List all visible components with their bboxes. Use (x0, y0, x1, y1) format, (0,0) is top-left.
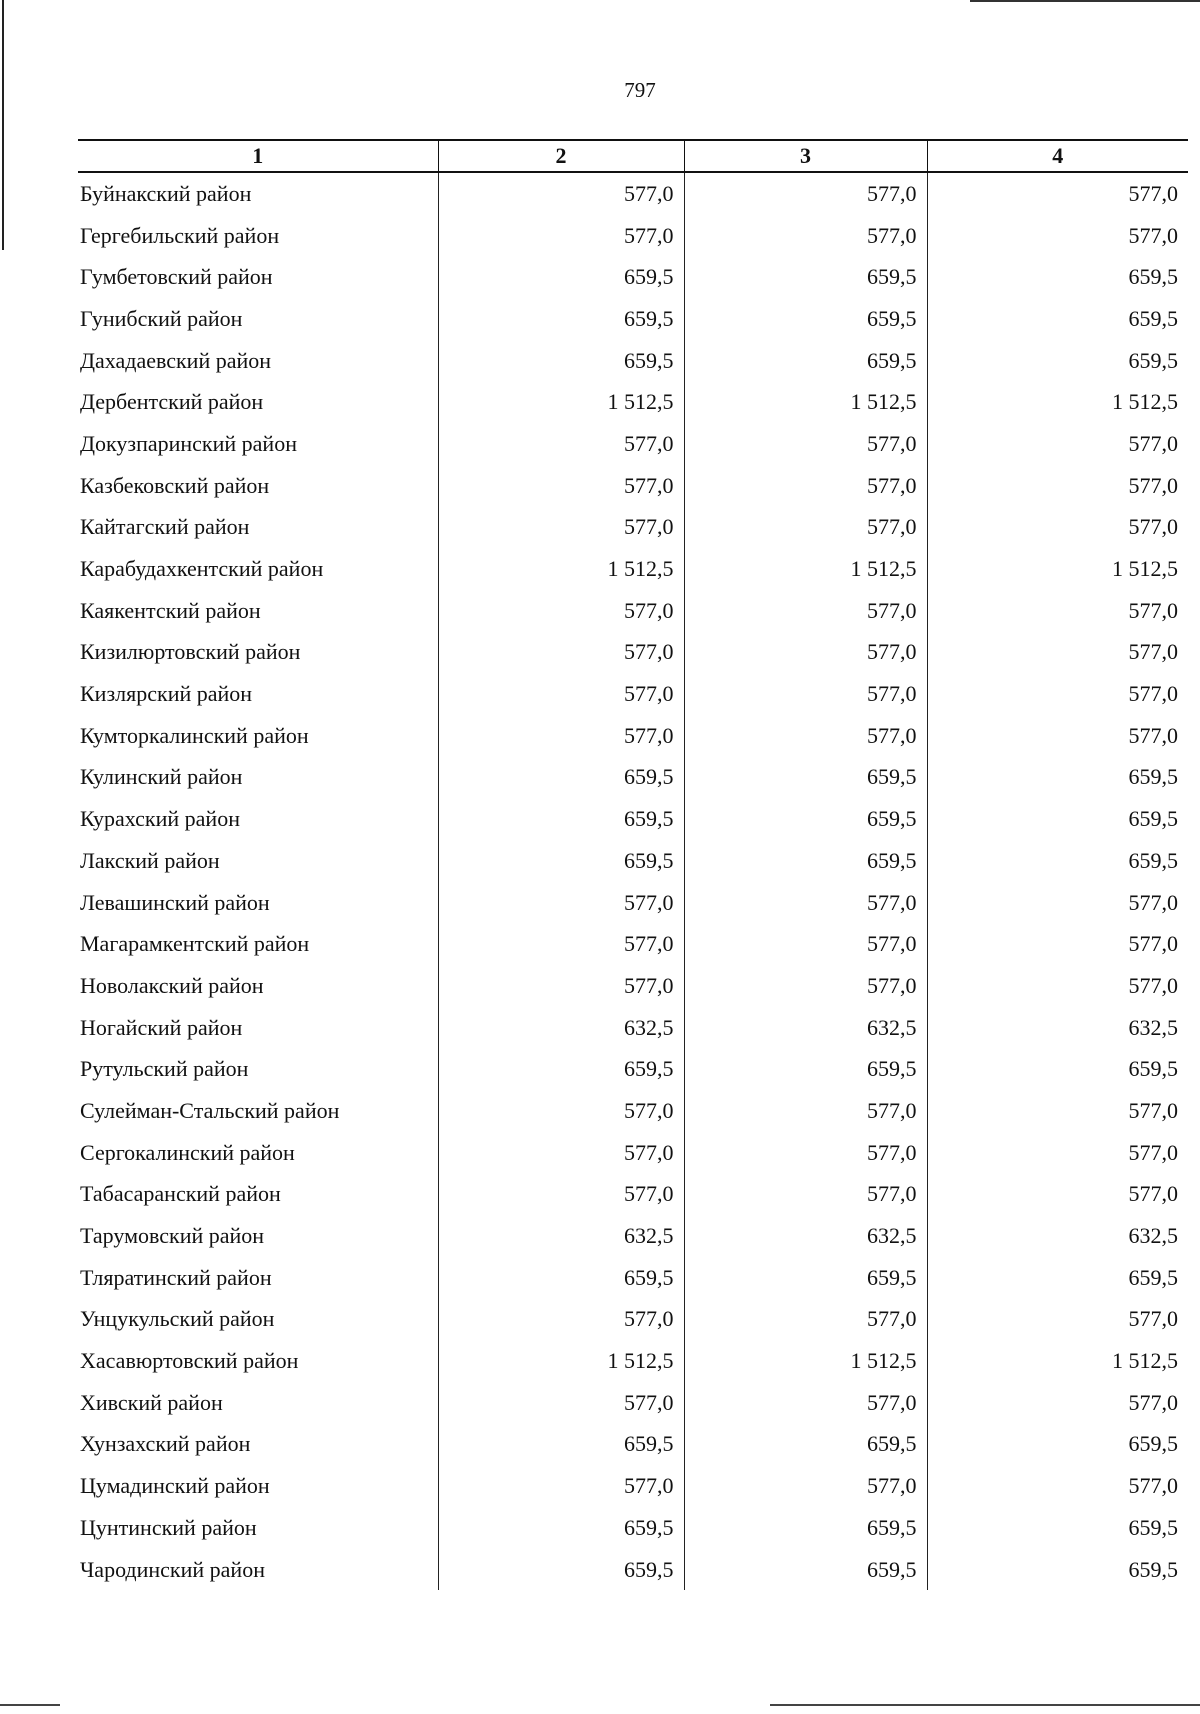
value-cell: 577,0 (927, 1465, 1188, 1507)
table-row (78, 632, 1188, 674)
district-name-cell: Курахский район (80, 806, 240, 832)
value-cell: 1 512,5 (684, 381, 927, 423)
value-cell: 577,0 (927, 590, 1188, 632)
value-cell: 659,5 (438, 798, 684, 840)
value-cell: 659,5 (438, 1257, 684, 1299)
value-cell: 632,5 (927, 1215, 1188, 1257)
district-name-cell: Рутульский район (80, 1056, 249, 1082)
table-row (78, 1048, 1188, 1090)
table-row (78, 1465, 1188, 1507)
district-name-cell: Левашинский район (80, 889, 270, 915)
table-row (78, 965, 1188, 1007)
value-cell: 659,5 (438, 1048, 684, 1090)
value-cell: 577,0 (927, 423, 1188, 465)
district-name-cell: Буйнакский район (80, 180, 252, 206)
table-row (78, 423, 1188, 465)
value-cell: 577,0 (927, 1299, 1188, 1341)
value-cell: 577,0 (927, 965, 1188, 1007)
table-row (78, 1382, 1188, 1424)
value-cell: 659,5 (438, 298, 684, 340)
table-row (78, 1090, 1188, 1132)
value-cell: 577,0 (684, 215, 927, 257)
value-cell: 577,0 (927, 215, 1188, 257)
value-cell: 577,0 (438, 465, 684, 507)
value-cell: 577,0 (684, 882, 927, 924)
value-cell: 577,0 (684, 965, 927, 1007)
district-name-cell: Гумбетовский район (80, 264, 273, 290)
value-cell: 577,0 (684, 1465, 927, 1507)
value-cell: 577,0 (927, 465, 1188, 507)
value-cell: 659,5 (438, 256, 684, 298)
value-cell: 659,5 (684, 840, 927, 882)
table-row (78, 256, 1188, 298)
value-cell: 577,0 (927, 1174, 1188, 1216)
value-cell: 659,5 (927, 840, 1188, 882)
value-cell: 577,0 (438, 923, 684, 965)
district-name-cell: Унцукульский район (80, 1306, 275, 1332)
value-cell: 659,5 (684, 798, 927, 840)
value-cell: 659,5 (438, 340, 684, 382)
district-name-cell: Кизилюртовский район (80, 639, 301, 665)
value-cell: 659,5 (684, 256, 927, 298)
table-row (78, 1299, 1188, 1341)
value-cell: 577,0 (684, 423, 927, 465)
value-cell: 577,0 (438, 1299, 684, 1341)
value-cell: 577,0 (438, 882, 684, 924)
district-name-cell: Чародинский район (80, 1556, 265, 1582)
table-row (78, 340, 1188, 382)
table-row (78, 1424, 1188, 1466)
value-cell: 659,5 (927, 298, 1188, 340)
value-cell: 659,5 (438, 1549, 684, 1591)
value-cell: 577,0 (927, 673, 1188, 715)
scan-edge-bottom-left (0, 1704, 60, 1706)
value-cell: 659,5 (684, 1549, 927, 1591)
value-cell: 577,0 (927, 923, 1188, 965)
value-cell: 577,0 (927, 1090, 1188, 1132)
value-cell: 659,5 (438, 1424, 684, 1466)
value-cell: 1 512,5 (684, 1340, 927, 1382)
value-cell: 577,0 (684, 1132, 927, 1174)
value-cell: 577,0 (684, 172, 927, 215)
table-row (78, 923, 1188, 965)
table-row (78, 1549, 1188, 1591)
value-cell: 659,5 (927, 1507, 1188, 1549)
table-row (78, 172, 1188, 215)
value-cell: 659,5 (927, 1549, 1188, 1591)
column-header: 3 (684, 140, 927, 172)
value-cell: 577,0 (438, 715, 684, 757)
value-cell: 577,0 (438, 215, 684, 257)
value-cell: 577,0 (927, 715, 1188, 757)
value-cell: 659,5 (927, 340, 1188, 382)
column-header: 4 (927, 140, 1188, 172)
district-name-cell: Кайтагский район (80, 514, 250, 540)
value-cell: 659,5 (684, 1048, 927, 1090)
value-cell: 577,0 (927, 632, 1188, 674)
value-cell: 577,0 (684, 1382, 927, 1424)
table-row (78, 715, 1188, 757)
table-row (78, 1257, 1188, 1299)
district-name-cell: Кулинский район (80, 764, 243, 790)
district-name-cell: Ногайский район (80, 1014, 243, 1040)
district-name-cell: Дербентский район (80, 389, 264, 415)
value-cell: 577,0 (438, 507, 684, 549)
value-cell: 659,5 (927, 757, 1188, 799)
table-row (78, 548, 1188, 590)
district-name-cell: Сулейман-Стальский район (80, 1097, 340, 1123)
district-name-cell: Цумадинский район (80, 1473, 270, 1499)
value-cell: 577,0 (438, 590, 684, 632)
table-row (78, 798, 1188, 840)
table-row (78, 1174, 1188, 1216)
table-row (78, 1007, 1188, 1049)
table-row (78, 840, 1188, 882)
value-cell: 577,0 (684, 1299, 927, 1341)
table-row (78, 1215, 1188, 1257)
value-cell: 577,0 (927, 1382, 1188, 1424)
table-row (78, 1340, 1188, 1382)
value-cell: 577,0 (438, 1174, 684, 1216)
value-cell: 577,0 (684, 715, 927, 757)
table-row (78, 673, 1188, 715)
value-cell: 659,5 (927, 1424, 1188, 1466)
value-cell: 659,5 (927, 1048, 1188, 1090)
scan-edge-bottom (770, 1704, 1200, 1706)
table-row (78, 590, 1188, 632)
table-row (78, 465, 1188, 507)
table-body (78, 172, 1188, 1590)
district-name-cell: Гергебильский район (80, 222, 280, 248)
value-cell: 577,0 (927, 172, 1188, 215)
value-cell: 577,0 (438, 1465, 684, 1507)
value-cell: 577,0 (438, 632, 684, 674)
value-cell: 577,0 (684, 923, 927, 965)
column-header: 2 (438, 140, 684, 172)
value-cell: 577,0 (438, 1132, 684, 1174)
value-cell: 632,5 (684, 1007, 927, 1049)
value-cell: 577,0 (684, 632, 927, 674)
value-cell: 577,0 (438, 965, 684, 1007)
value-cell: 577,0 (438, 1090, 684, 1132)
value-cell: 659,5 (684, 298, 927, 340)
value-cell: 659,5 (438, 1507, 684, 1549)
value-cell: 577,0 (684, 590, 927, 632)
district-name-cell: Казбековский район (80, 472, 270, 498)
table-row (78, 215, 1188, 257)
value-cell: 659,5 (927, 798, 1188, 840)
value-cell: 632,5 (438, 1215, 684, 1257)
district-name-cell: Кумторкалинский район (80, 722, 309, 748)
district-name-cell: Кизлярский район (80, 681, 253, 707)
district-name-cell: Карабудахкентский район (80, 556, 324, 582)
value-cell: 632,5 (438, 1007, 684, 1049)
value-cell: 659,5 (927, 256, 1188, 298)
value-cell: 577,0 (927, 507, 1188, 549)
table-row (78, 757, 1188, 799)
district-name-cell: Гунибский район (80, 305, 243, 331)
table-row (78, 381, 1188, 423)
value-cell: 632,5 (684, 1215, 927, 1257)
value-cell: 577,0 (684, 673, 927, 715)
value-cell: 659,5 (438, 757, 684, 799)
value-cell: 659,5 (684, 1424, 927, 1466)
district-name-cell: Лакский район (80, 847, 220, 873)
value-cell: 1 512,5 (438, 548, 684, 590)
value-cell: 577,0 (684, 465, 927, 507)
value-cell: 577,0 (438, 673, 684, 715)
value-cell: 577,0 (684, 1174, 927, 1216)
value-cell: 577,0 (438, 1382, 684, 1424)
value-cell: 659,5 (684, 1507, 927, 1549)
district-name-cell: Каякентский район (80, 597, 261, 623)
district-name-cell: Тляратинский район (80, 1264, 272, 1290)
value-cell: 659,5 (684, 1257, 927, 1299)
table-row (78, 298, 1188, 340)
value-cell: 1 512,5 (927, 1340, 1188, 1382)
table-row (78, 507, 1188, 549)
district-name-cell: Тарумовский район (80, 1223, 265, 1249)
value-cell: 659,5 (684, 340, 927, 382)
district-name-cell: Магарамкентский район (80, 931, 310, 957)
value-cell: 577,0 (438, 172, 684, 215)
table-row (78, 882, 1188, 924)
scan-edge-left (2, 0, 4, 250)
value-cell: 1 512,5 (438, 1340, 684, 1382)
value-cell: 577,0 (684, 507, 927, 549)
value-cell: 577,0 (438, 423, 684, 465)
value-cell: 577,0 (927, 882, 1188, 924)
district-table (78, 139, 1188, 1590)
page-number: 797 (624, 78, 656, 102)
district-name-cell: Дахадаевский район (80, 347, 272, 373)
column-header: 1 (78, 140, 438, 172)
district-name-cell: Хунзахский район (80, 1431, 251, 1457)
district-name-cell: Табасаранский район (80, 1181, 281, 1207)
value-cell: 632,5 (927, 1007, 1188, 1049)
district-name-cell: Хасавюртовский район (80, 1348, 299, 1374)
value-cell: 1 512,5 (684, 548, 927, 590)
district-name-cell: Докузпаринский район (80, 430, 297, 456)
district-name-cell: Сергокалинский район (80, 1139, 295, 1165)
district-name-cell: Цунтинский район (80, 1514, 257, 1540)
value-cell: 659,5 (684, 757, 927, 799)
value-cell: 1 512,5 (927, 548, 1188, 590)
table-row (78, 1507, 1188, 1549)
table-header-row (78, 140, 1188, 172)
scan-edge-top (970, 0, 1200, 2)
district-name-cell: Хивский район (80, 1389, 223, 1415)
value-cell: 659,5 (438, 840, 684, 882)
value-cell: 1 512,5 (927, 381, 1188, 423)
district-name-cell: Новолакский район (80, 972, 264, 998)
value-cell: 577,0 (927, 1132, 1188, 1174)
value-cell: 659,5 (927, 1257, 1188, 1299)
value-cell: 577,0 (684, 1090, 927, 1132)
table-row (78, 1132, 1188, 1174)
value-cell: 1 512,5 (438, 381, 684, 423)
